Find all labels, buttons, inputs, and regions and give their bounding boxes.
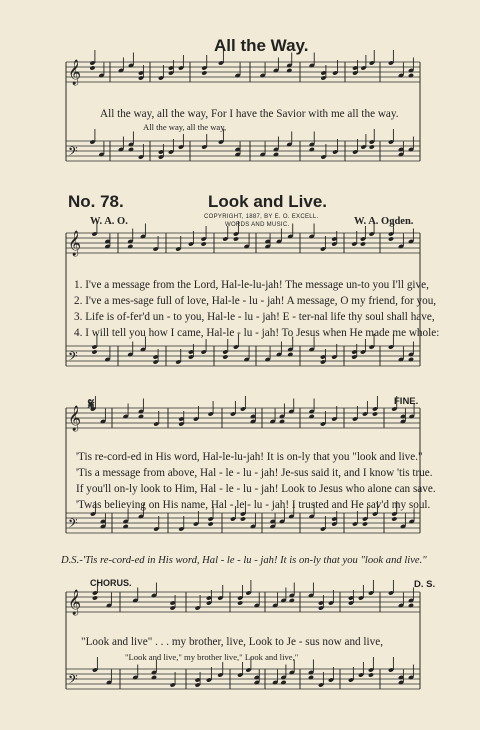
dal-segno-line: D.S.-'Tis re-cord-ed in His word, Hal - le - lu - jah! It is on-ly that you "look and live." bbox=[61, 555, 427, 566]
notehead bbox=[91, 349, 97, 354]
hymn2-title: Look and Live. bbox=[208, 192, 328, 211]
chorus-lyric-main: "Look and live" . . . my brother, live, Look to Je - sus now and live, bbox=[81, 636, 383, 648]
bass-clef-icon: 𝄢 bbox=[68, 349, 78, 367]
treble-clef-icon: 𝄞 bbox=[68, 590, 82, 615]
verse-line-3: 3. Life is of-fer'd un - to you, Hal-le - lu - jah! E - ter-nal life thy soul shall have, bbox=[74, 311, 435, 323]
notehead bbox=[208, 521, 214, 526]
hymn-number: No. 78. bbox=[68, 192, 124, 211]
composer-credit: W. A. Ogden. bbox=[354, 216, 414, 227]
notehead bbox=[233, 236, 239, 241]
bass-clef-icon: 𝄢 bbox=[68, 144, 78, 162]
ds-mark: D. S. bbox=[414, 579, 436, 590]
segno-sign: 𝄋 bbox=[88, 396, 95, 413]
fine-mark: FINE. bbox=[394, 396, 419, 407]
chorus-lyric-small: "Look and live," my brother live," Look and live," bbox=[125, 652, 299, 662]
copyright-line-1: COPYRIGHT, 1887, BY E. O. EXCELL. bbox=[204, 214, 319, 220]
notehead bbox=[92, 595, 98, 600]
author-credit: W. A. O. bbox=[90, 216, 128, 227]
notehead bbox=[369, 144, 375, 149]
hymn1-lyric-main: All the way, all the way, For I have the Savior with me all the way. bbox=[100, 108, 399, 120]
copyright-line-2: WORDS AND MUSIC. bbox=[225, 222, 290, 228]
notehead bbox=[89, 65, 95, 70]
treble-clef-icon: 𝄞 bbox=[68, 406, 82, 431]
notehead bbox=[391, 516, 397, 521]
notehead bbox=[360, 241, 366, 246]
verse-line-2: 2. I've a mes-sage full of love, Hal-le - lu - jah! A message, O my friend, for you, bbox=[74, 295, 437, 307]
notehead bbox=[388, 236, 394, 241]
hymn1-title: All the Way. bbox=[214, 36, 309, 55]
notehead bbox=[201, 70, 207, 75]
refrain-line-3: If you'll on-ly look to Him, Hal - le - lu - jah! Look to Jesus who alone can save. bbox=[76, 483, 436, 495]
notehead bbox=[222, 354, 228, 359]
refrain-line-1: 'Tis re-cord-ed in His word, Hal-le-lu-jah! It is on-ly that you "look and live." bbox=[76, 451, 423, 463]
treble-clef-icon: 𝄞 bbox=[68, 60, 82, 85]
notehead bbox=[237, 600, 243, 605]
bass-clef-icon: 𝄢 bbox=[68, 672, 78, 690]
treble-clef-icon: 𝄞 bbox=[68, 231, 82, 256]
verse-line-1: 1. I've a message from the Lord, Hal-le-lu-jah! The message un-to you I'll give, bbox=[74, 279, 429, 291]
notehead bbox=[240, 516, 246, 521]
refrain-line-4: 'Twas believing on His name, Hal - le - lu - jah! I trusted and He sav'd my soul. bbox=[76, 499, 431, 511]
chorus-label: CHORUS. bbox=[90, 578, 132, 588]
verse-line-4: 4. I will tell you how I came, Hal-le - lu - jah! To Jesus when He made me whole: bbox=[74, 327, 440, 339]
refrain-line-2: 'Tis a message from above, Hal - le - lu - jah! Je-sus said it, and I know 'tis true. bbox=[76, 467, 433, 479]
notehead bbox=[368, 672, 374, 677]
notehead bbox=[362, 521, 368, 526]
bass-clef-icon: 𝄢 bbox=[68, 516, 78, 534]
hymn1-lyric-small: All the way, all the way, bbox=[143, 122, 227, 132]
notehead bbox=[372, 411, 378, 416]
notehead bbox=[201, 241, 207, 246]
